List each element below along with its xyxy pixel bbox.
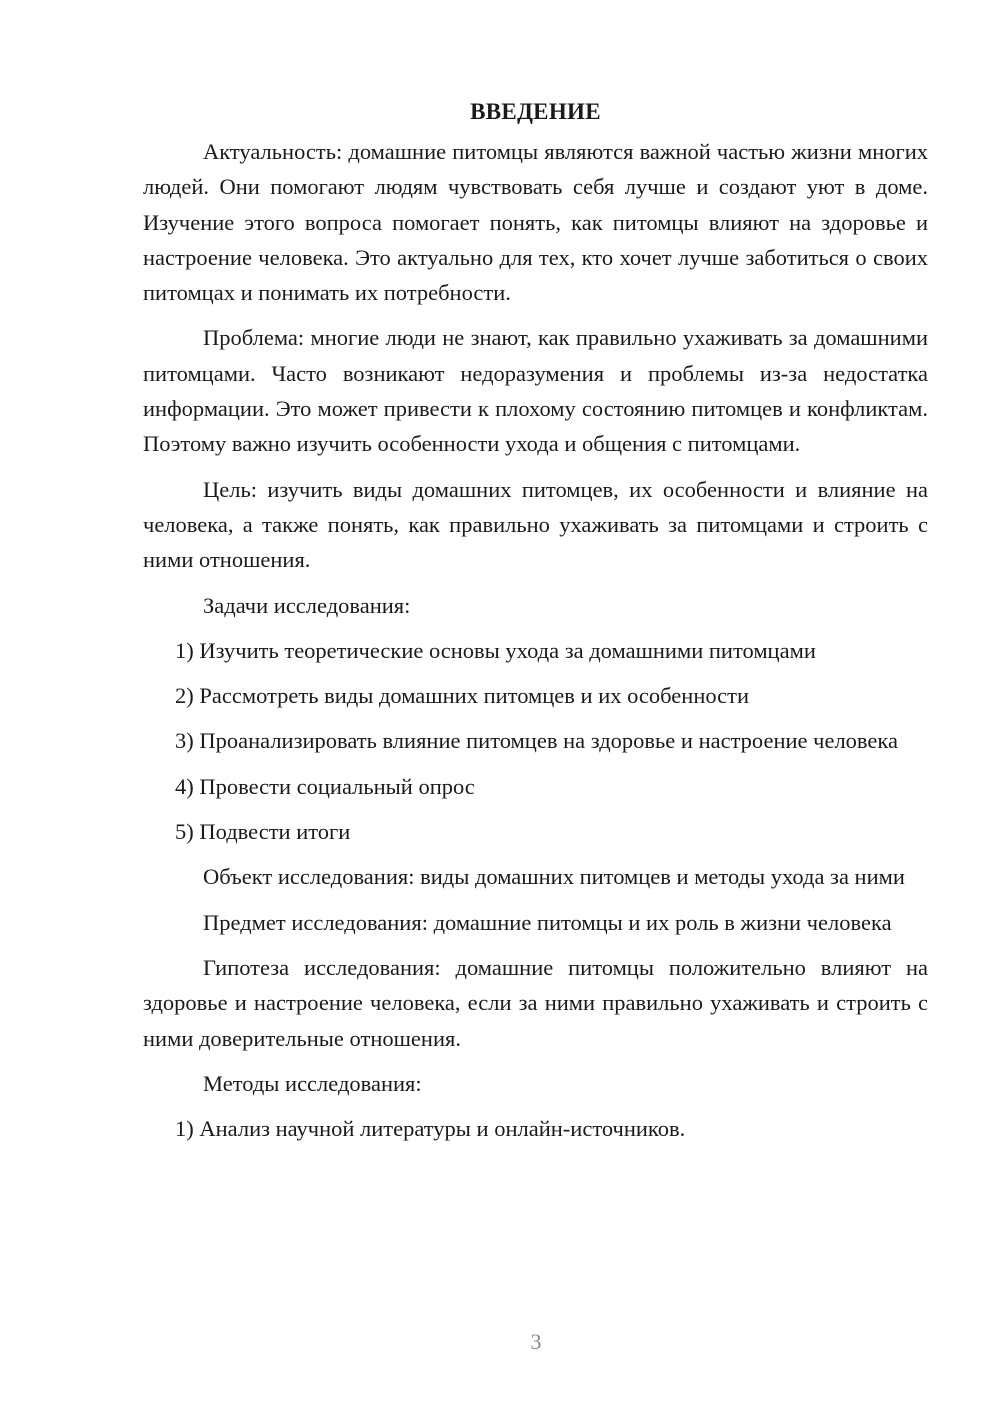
subject-paragraph: Предмет исследования: домашние питомцы и их роль в жизни человека <box>203 909 892 935</box>
goal-paragraph: Цель: изучить виды домашних питомцев, их особенности и влияние на человека, а также понять, как правильно ухаживать за питомцами и строить с ними отношения. <box>143 476 928 573</box>
method-item: 1) Анализ научной литературы и онлайн-источников. <box>175 1116 686 1142</box>
tasks-heading: Задачи исследования: <box>203 592 411 618</box>
hypothesis-paragraph: Гипотеза исследования: домашние питомцы положительно влияют на здоровье и настроение человека, если за ними правильно ухаживать и строить с ними доверительные отношения. <box>143 954 928 1051</box>
methods-heading: Методы исследования: <box>203 1070 422 1096</box>
document-page <box>143 94 928 1156</box>
task-item: 2) Рассмотреть виды домашних питомцев и их особенности <box>175 683 750 709</box>
task-item: 3) Проанализировать влияние питомцев на здоровье и настроение человека <box>175 728 898 754</box>
task-item: 5) Подвести итоги <box>175 819 351 845</box>
task-item: 4) Провести социальный опрос <box>175 773 475 799</box>
page-number: 3 <box>530 1329 542 1354</box>
task-item: 1) Изучить теоретические основы ухода за домашними питомцами <box>175 637 816 663</box>
problem-paragraph: Проблема: многие люди не знают, как правильно ухаживать за домашними питомцами. Часто возникают недоразумения и проблемы из-за недостатка информации. Это может привести к плохому состоянию питомцев и конфликтам. Поэтому важно изучить особенности ухода и общения с питомцами. <box>143 325 928 457</box>
relevance-paragraph: Актуальность: домашние питомцы являются важной частью жизни многих людей. Они помогают людям чувствовать себя лучше и создают уют в доме. Изучение этого вопроса помогает понять, как питомцы влияют на здоровье и настроение человека. Это актуально для тех, кто хочет лучше заботиться о своих питомцах и понимать их потребности. <box>143 139 928 306</box>
page-title: ВВЕДЕНИЕ <box>470 99 601 124</box>
object-paragraph: Объект исследования: виды домашних питомцев и методы ухода за ними <box>203 864 905 890</box>
